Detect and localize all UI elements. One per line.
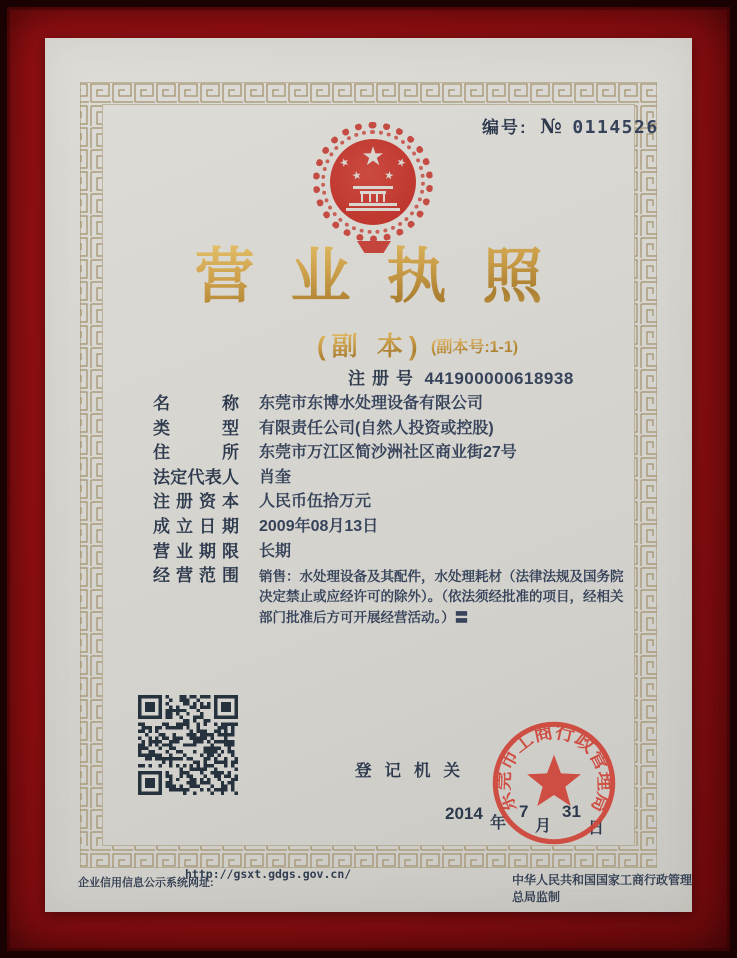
field-value: 东莞市东博水处理设备有限公司 — [259, 395, 484, 412]
copy-label: (副 本) — [317, 326, 424, 363]
footer-site-label: 企业信用信息公示系统网址: — [78, 877, 214, 889]
footer-site-url: http://gsxt.gdgs.gov.cn/ — [185, 867, 352, 881]
emblem-gate-column — [369, 194, 371, 202]
official-seal — [473, 698, 635, 860]
date-day: 31 — [562, 802, 581, 821]
date-year: 2014 — [445, 804, 483, 823]
field-value: 东莞市万江区简沙洲社区商业街27号 — [259, 444, 517, 462]
field-row-type — [153, 419, 645, 440]
registration-number-row — [348, 364, 574, 389]
field-value: 长期 — [259, 542, 292, 560]
field-label: 营业期限 — [153, 541, 239, 561]
serial-number: 0114526 — [572, 117, 659, 138]
numero-symbol: № — [540, 114, 562, 138]
license-paper — [45, 38, 692, 912]
serial-label: 编号: — [482, 118, 528, 137]
emblem-gate-column — [376, 194, 378, 202]
field-value: 销售：水处理设备及其配件，水处理耗材（法律法规及国务院决定禁止或应经许可的除外）。（依法须经批准的项目，经相关部门批准后方可开展经营活动。）〓 — [259, 569, 624, 625]
registration-label: 注册号 — [348, 369, 420, 388]
emblem-small-star-icon: ★ — [383, 169, 396, 183]
emblem-gate-column — [361, 194, 363, 202]
field-label: 成立日期 — [153, 516, 239, 536]
field-label: 类型 — [153, 418, 239, 438]
field-row-name — [153, 394, 645, 415]
field-label: 经营范围 — [153, 566, 239, 586]
copy-number: (副本号:1-1) — [431, 334, 518, 357]
date-year-unit: 年 — [490, 815, 507, 832]
emblem-small-star-icon: ★ — [350, 169, 363, 183]
field-row-established — [153, 517, 645, 538]
field-row-scope — [153, 566, 645, 628]
qr-code — [138, 695, 238, 795]
emblem-small-star-icon: ★ — [394, 155, 409, 171]
field-value: 肖奎 — [259, 468, 292, 486]
field-label: 住所 — [153, 443, 239, 463]
field-value: 2009年08月13日 — [259, 517, 379, 535]
serial-number-row — [482, 113, 659, 138]
emblem-big-star-icon: ★ — [361, 141, 385, 171]
issuer-label: 登记机关 — [355, 762, 473, 780]
field-row-term — [153, 542, 645, 563]
license-title: 营业执照 — [45, 244, 692, 310]
field-label: 法定代表人 — [153, 467, 239, 487]
date-month-unit: 月 — [535, 818, 552, 835]
national-emblem-icon — [308, 122, 440, 250]
field-row-capital — [153, 492, 645, 513]
date-month: 7 — [519, 802, 529, 821]
license-fields — [153, 394, 645, 632]
date-day-unit: 日 — [588, 820, 605, 837]
emblem-gate-base — [349, 203, 397, 206]
seal-text: 东莞市工商行政管理局 — [493, 721, 615, 816]
emblem-gate-column — [383, 194, 385, 202]
field-row-legal-rep — [153, 468, 645, 489]
registration-number: 441900000618938 — [424, 369, 574, 388]
field-row-address — [153, 443, 645, 464]
seal-star-icon — [527, 755, 581, 806]
footer-authority: 中华人民共和国国家工商行政管理总局监制 — [512, 873, 693, 904]
field-value: 人民币伍拾万元 — [259, 493, 372, 511]
emblem-gate-roof — [353, 186, 393, 189]
emblem-red-disc — [330, 139, 416, 225]
emblem-small-star-icon: ★ — [337, 155, 352, 171]
field-value: 有限责任公司(自然人投资或控股) — [259, 419, 494, 437]
field-label: 名称 — [153, 394, 239, 413]
field-label: 注册资本 — [153, 492, 239, 512]
emblem-gate-base2 — [346, 208, 400, 211]
